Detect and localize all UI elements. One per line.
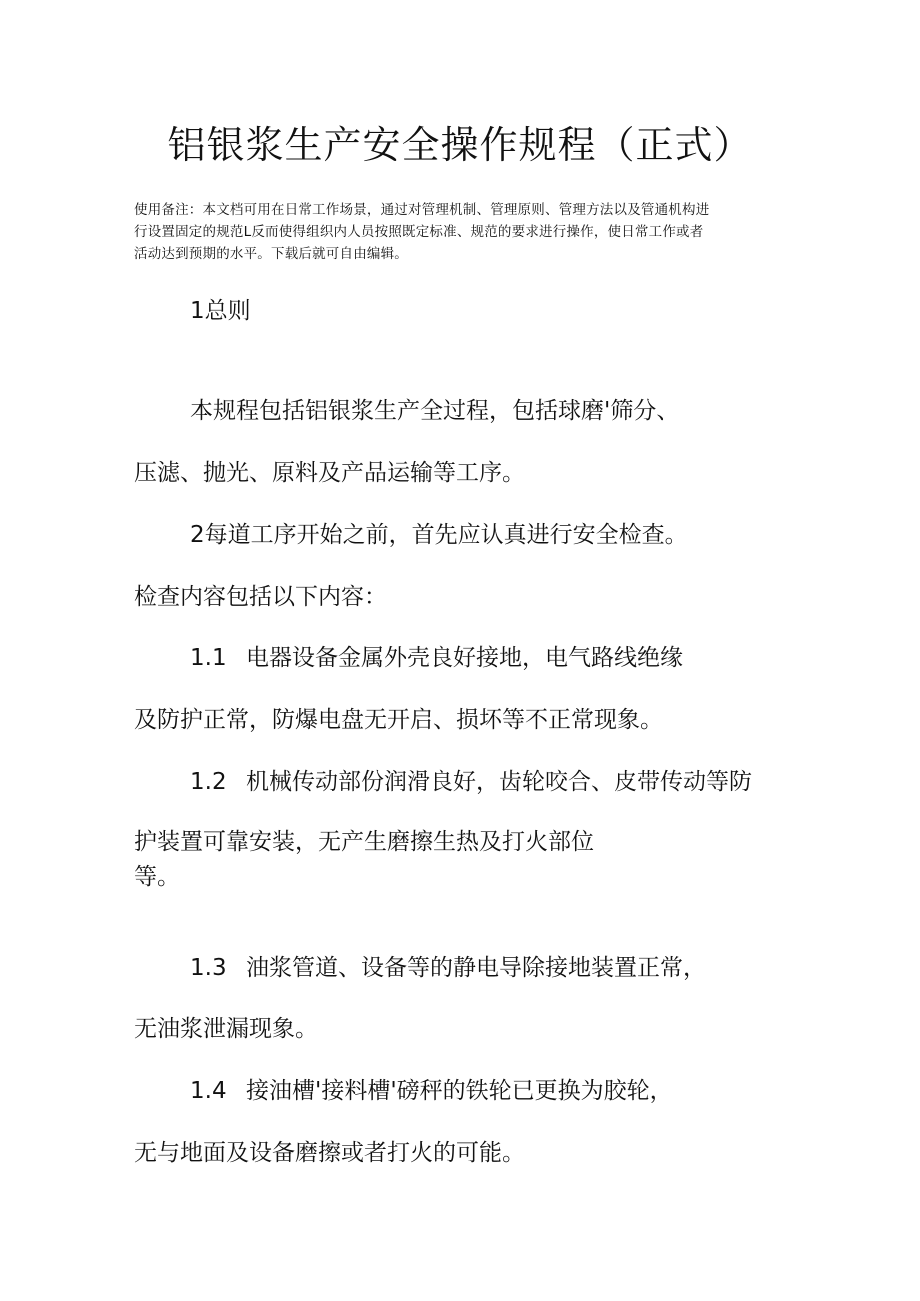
item-text-line: 及防护正常，防爆电盘无开启、损坏等不正常现象。 bbox=[134, 707, 663, 733]
item-text: 接油槽'接料槽'磅秤的铁轮已更换为胶轮， bbox=[246, 1078, 673, 1104]
item-text-line: 无与地面及设备磨擦或者打火的可能。 bbox=[134, 1140, 525, 1166]
item-number: 1.1 bbox=[190, 645, 227, 671]
usage-note-line: 使用备注：本文档可用在日常工作场景，通过对管理机制、管理原则、管理方法以及管通机构进 bbox=[134, 202, 710, 218]
item-text-line: 等。 bbox=[134, 864, 180, 890]
item-number: 1.3 bbox=[190, 955, 227, 981]
item-number: 1.4 bbox=[190, 1078, 227, 1104]
paragraph-line: 本规程包括铝银浆生产全过程，包括球磨'筛分、 bbox=[190, 398, 680, 424]
list-item bbox=[190, 643, 683, 673]
list-item bbox=[190, 1076, 673, 1106]
item-text-line: 无油浆泄漏现象。 bbox=[134, 1016, 318, 1042]
list-item bbox=[190, 953, 706, 983]
usage-note-line: 行设置固定的规范L反而使得组织内人员按照既定标准、规范的要求进行操作，使日常工作或者 bbox=[134, 224, 704, 240]
item-number: 1.2 bbox=[190, 769, 227, 795]
section-heading: 1总则 bbox=[190, 298, 251, 324]
paragraph-line: 压滤、抛光、原料及产品运输等工序。 bbox=[134, 460, 525, 486]
usage-note-line: 活动达到预期的水平。下载后就可自由编辑。 bbox=[134, 246, 408, 262]
paragraph-line: 检查内容包括以下内容： bbox=[134, 584, 387, 610]
item-text: 油浆管道、设备等的静电导除接地装置正常， bbox=[246, 955, 706, 981]
item-text: 电器设备金属外壳良好接地，电气路线绝缘 bbox=[246, 645, 683, 671]
usage-note bbox=[134, 199, 794, 265]
item-text: 机械传动部份润滑良好，齿轮咬合、皮带传动等防 bbox=[246, 769, 752, 795]
item-text-line: 护装置可靠安装，无产生磨擦生热及打火部位 bbox=[134, 829, 594, 855]
document-title: 铝银浆生产安全操作规程（正式） bbox=[167, 123, 753, 168]
paragraph-line: 2每道工序开始之前，首先应认真进行安全检查。 bbox=[190, 522, 688, 548]
list-item bbox=[190, 767, 752, 797]
